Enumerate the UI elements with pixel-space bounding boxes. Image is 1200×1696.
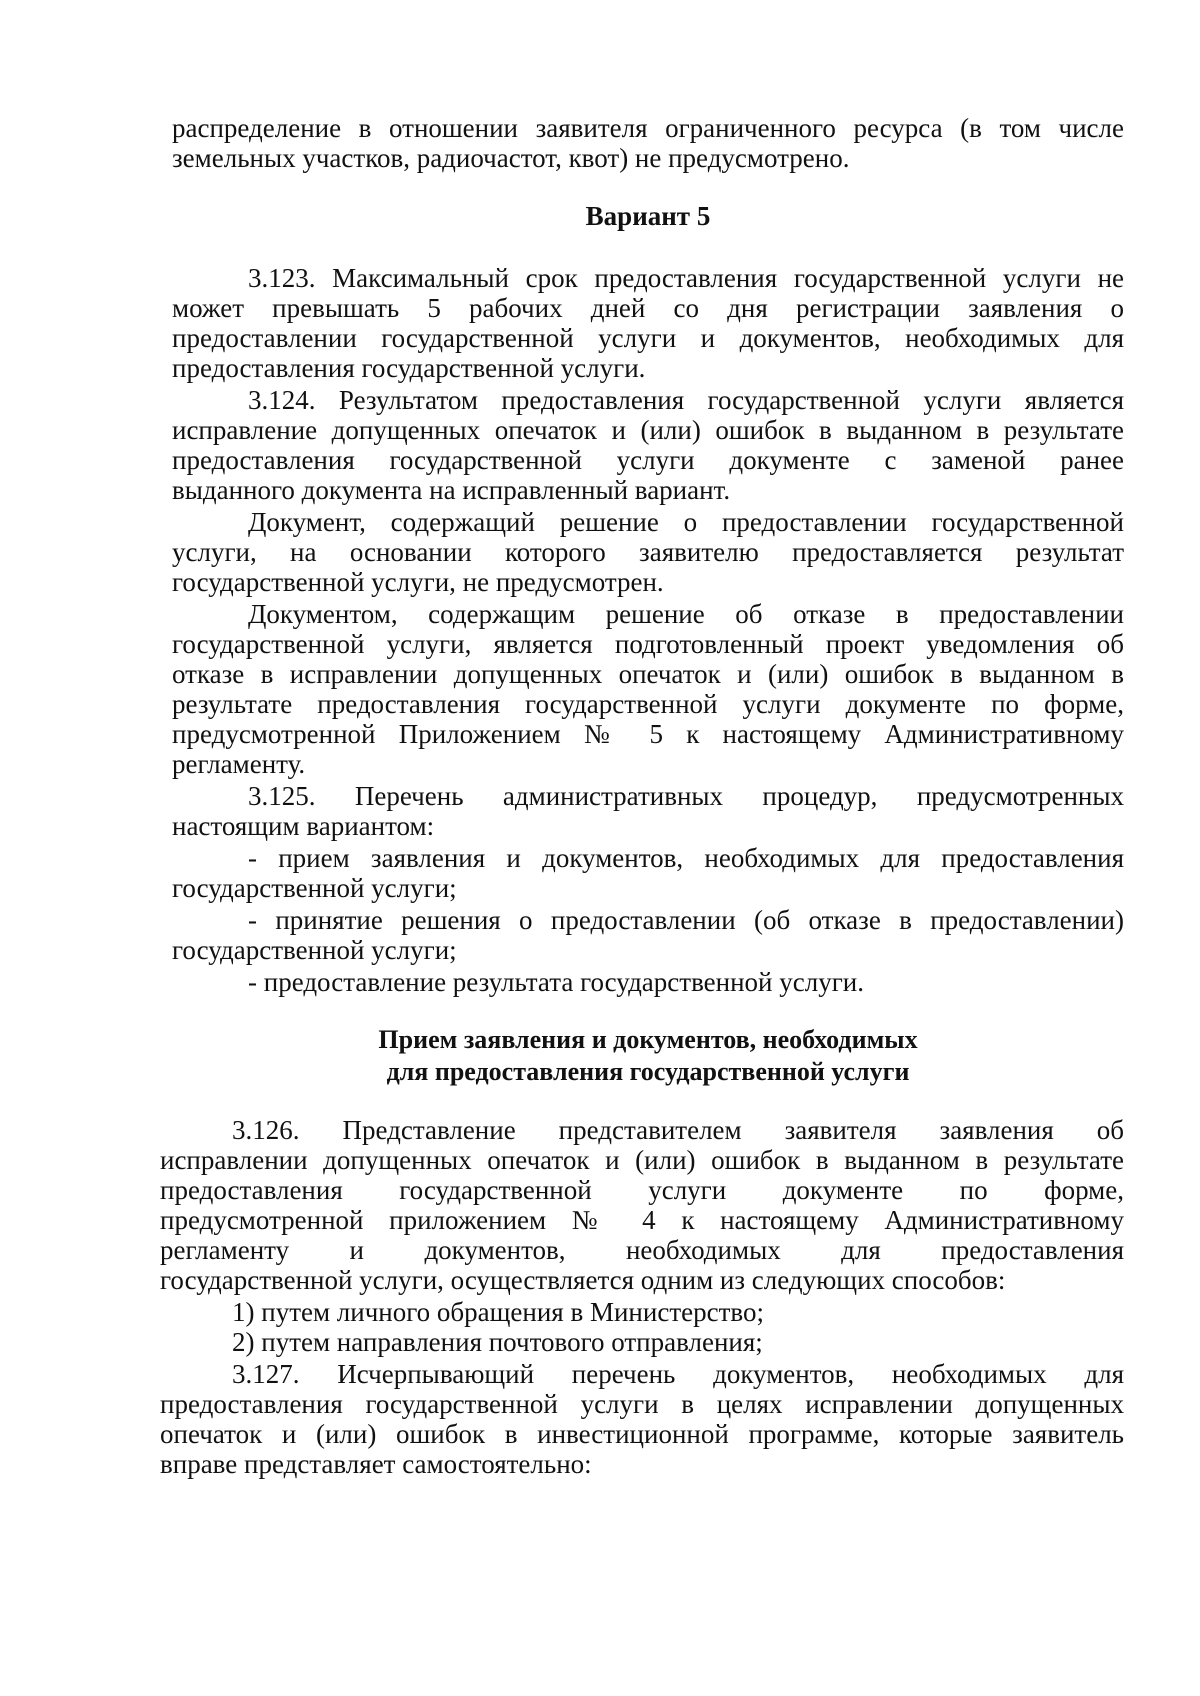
p-3-123-line-2: может превышать 5 рабочих дней со дня регистрации заявления о: [172, 293, 1124, 323]
p-3-125-line-1: 3.125. Перечень административных процедур, предусмотренных: [248, 781, 1124, 811]
p-refusal-line-5: предусмотренной Приложением № 5 к настоящему Административному: [172, 719, 1124, 749]
p-3-127-line-1: 3.127. Исчерпывающий перечень документов, необходимых для: [232, 1359, 1124, 1389]
method-2: 2) путем направления почтового отправления;: [232, 1327, 763, 1357]
p-3-124-line-4: выданного документа на исправленный вариант.: [172, 475, 731, 505]
p-decision-line-2: услуги, на основании которого заявителю предоставляется результат: [172, 537, 1124, 567]
p-3-123-line-1: 3.123. Максимальный срок предоставления государственной услуги не: [248, 263, 1124, 293]
p-3-126-line-6: государственной услуги, осуществляется одним из следующих способов:: [160, 1265, 1006, 1295]
p-refusal-line-2: государственной услуги, является подготовленный проект уведомления об: [172, 629, 1124, 659]
p-3-126-line-4: предусмотренной приложением № 4 к настоящему Административному: [160, 1205, 1124, 1235]
p-decision-line-1: Документ, содержащий решение о предоставлении государственной: [248, 507, 1124, 537]
p-3-123-line-3: предоставлении государственной услуги и документов, необходимых для: [172, 323, 1124, 353]
p-3-126-line-2: исправлении допущенных опечаток и (или) ошибок в выданном в результате: [160, 1145, 1124, 1175]
list-item-1-line-1: - прием заявления и документов, необходимых для предоставления: [248, 843, 1124, 873]
p-3-124-line-2: исправление допущенных опечаток и (или) ошибок в выданном в результате: [172, 415, 1124, 445]
p-refusal-line-3: отказе в исправлении допущенных опечаток и (или) ошибок в выданном в: [172, 659, 1124, 689]
p-3-123-line-4: предоставления государственной услуги.: [172, 353, 646, 383]
section-heading-line-2: для предоставления государственной услуги: [386, 1057, 910, 1086]
list-item-2-line-1: - принятие решения о предоставлении (об отказе в предоставлении): [248, 905, 1124, 935]
p-3-127-line-2: предоставления государственной услуги в целях исправлении допущенных: [160, 1389, 1124, 1419]
method-1: 1) путем личного обращения в Министерство;: [232, 1297, 764, 1327]
p-3-124-line-1: 3.124. Результатом предоставления государственной услуги является: [248, 385, 1124, 415]
p-3-124-line-3: предоставления государственной услуги документе с заменой ранее: [172, 445, 1124, 475]
p-refusal-line-4: результате предоставления государственной услуги документе по форме,: [172, 689, 1124, 719]
intro-line-2: земельных участков, радиочастот, квот) не предусмотрено.: [172, 143, 850, 173]
list-item-1-line-2: государственной услуги;: [172, 873, 457, 903]
p-3-126-line-1: 3.126. Представление представителем заявителя заявления об: [232, 1115, 1124, 1145]
p-3-127-line-3: опечаток и (или) ошибок в инвестиционной программе, которые заявитель: [160, 1419, 1124, 1449]
intro-line-1: распределение в отношении заявителя ограниченного ресурса (в том числе: [172, 113, 1124, 143]
p-decision-line-3: государственной услуги, не предусмотрен.: [172, 567, 664, 597]
list-item-2-line-2: государственной услуги;: [172, 935, 457, 965]
p-3-126-line-5: регламенту и документов, необходимых для предоставления: [160, 1235, 1124, 1265]
variant-heading: Вариант 5: [585, 201, 711, 231]
p-3-125-line-2: настоящим вариантом:: [172, 811, 435, 841]
p-3-126-line-3: предоставления государственной услуги документе по форме,: [160, 1175, 1124, 1205]
list-item-3: - предоставление результата государственной услуги.: [248, 967, 864, 997]
section-heading-line-1: Прием заявления и документов, необходимых: [378, 1025, 918, 1054]
p-refusal-line-1: Документом, содержащим решение об отказе в предоставлении: [248, 599, 1124, 629]
p-refusal-line-6: регламенту.: [172, 749, 306, 779]
p-3-127-line-4: вправе представляет самостоятельно:: [160, 1449, 592, 1479]
